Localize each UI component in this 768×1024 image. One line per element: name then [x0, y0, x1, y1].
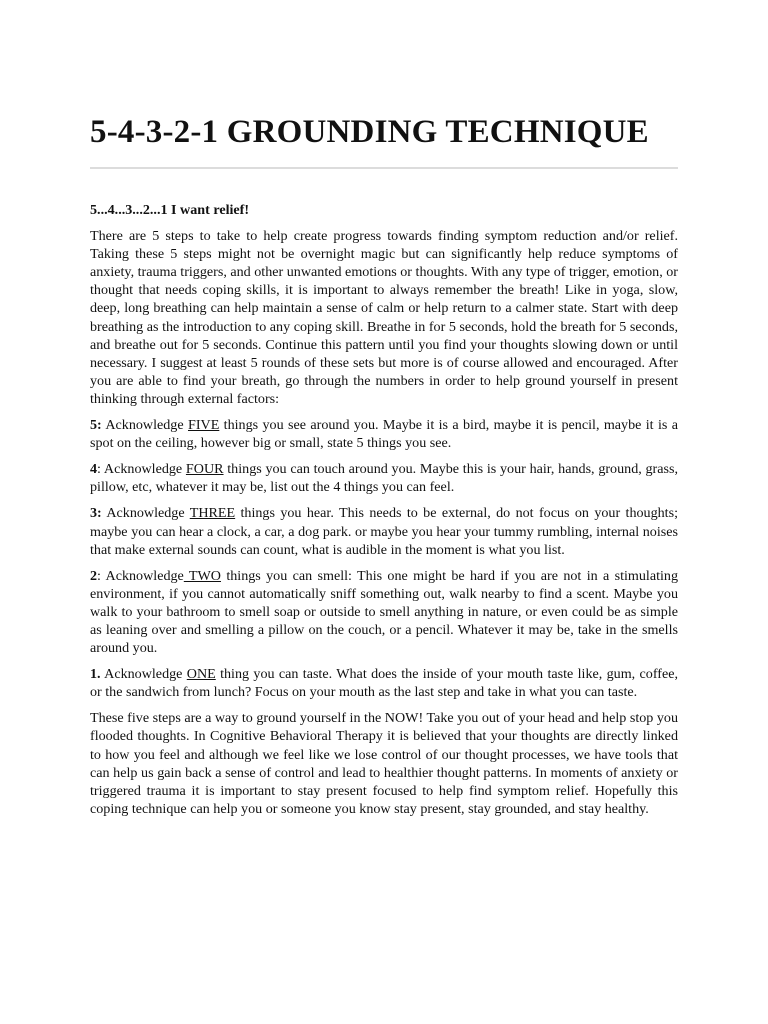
step-number: 5:: [90, 417, 102, 434]
step-number: 2: [90, 567, 98, 584]
step-text: things you see around you. Maybe it is a bird, maybe it is pencil, maybe it is a spot on the ceiling, however big or small, state 5 things you see.: [90, 417, 678, 452]
step-count-word: TWO: [183, 567, 221, 584]
step-text: things you can smell: This one might be hard if you are not in a stimulating environment, if you cannot automatically sniff something out, walk nearby to find a scent. Maybe you walk to your bathroom to smell soap or outside to smell anything in nature, or even could be as simple as leaning over and smelling a pillow on the couch, or a pencil. Whatever it may be, take in the smells around you.: [90, 567, 679, 657]
step-count-word: FOUR: [185, 461, 224, 478]
step-count-word: THREE: [189, 505, 236, 522]
step-lead: Acknowledge: [101, 417, 188, 434]
step-number: 3:: [90, 505, 102, 522]
step-count-word: FIVE: [187, 417, 220, 434]
document-body: [90, 201, 678, 826]
step-text: things you hear. This needs to be external, do not focus on your thoughts; maybe you can hear a clock, a car, a dog park. or maybe you hear your tummy rumbling, internal noises that make external sounds can count, what is audible in the moment is what you list.: [90, 505, 678, 558]
step-two: [90, 567, 678, 657]
step-count-word: ONE: [186, 666, 216, 683]
step-text: thing you can taste. What does the inside of your mouth taste like, gum, coffee, or the sandwich from lunch? Focus on your mouth as the last step and take in what you can taste.: [90, 666, 678, 701]
step-lead: : Acknowledge: [97, 461, 186, 478]
step-lead: Acknowledge: [101, 505, 190, 522]
step-three: [90, 504, 678, 558]
document-title: 5-4-3-2-1 GROUNDING TECHNIQUE: [90, 114, 649, 150]
title-divider: [90, 167, 678, 169]
step-text: things you can touch around you. Maybe this is your hair, hands, ground, grass, pillow, etc, whatever it may be, list out the 4 things you can feel.: [90, 461, 678, 496]
step-lead: Acknowledge: [100, 666, 187, 683]
intro-paragraph: There are 5 steps to take to help create progress towards finding symptom reduction and/or relief. Taking these 5 steps might not be overnight magic but can significantly help reduce symptoms of anxiety, trauma triggers, and other unwanted emotions or thoughts. With any type of trigger, emotion, or thought that needs coping skills, it is important to always remember the breath! Like in yoga, slow, deep, long breathing can help maintain a sense of calm or help return to a calmer state. Start with deep breathing as the introduction to any coping skill. Breathe in for 5 seconds, hold the breath for 5 seconds, and breathe out for 5 seconds. Continue this pattern until you find your thoughts slowing down or until necessary. I suggest at least 5 rounds of these sets but more is of course allowed and encouraged. After you are able to find your breath, go through the numbers in order to help ground yourself in present thinking through external factors:: [90, 228, 678, 407]
step-lead: : Acknowledge: [97, 567, 184, 584]
step-number: 4: [90, 461, 98, 478]
conclusion-paragraph: These five steps are a way to ground yourself in the NOW! Take you out of your head and help stop you flooded thoughts. In Cognitive Behavioral Therapy it is believed that your thoughts are directly linked to how you feel and although we feel like we lose control of our thought processes, we have tools that can help us gain back a sense of control and lead to healthier thought patterns. In moments of anxiety or triggered trauma it is important to stay present focused to help find symptom relief. Hopefully this coping technique can help you or someone you know stay present, stay grounded, and stay healthy.: [90, 710, 678, 817]
step-number: 1.: [90, 666, 101, 683]
step-five: [90, 416, 678, 452]
step-one: [90, 665, 678, 701]
document-subtitle: 5...4...3...2...1 I want relief!: [90, 202, 250, 218]
step-four: [90, 460, 678, 496]
